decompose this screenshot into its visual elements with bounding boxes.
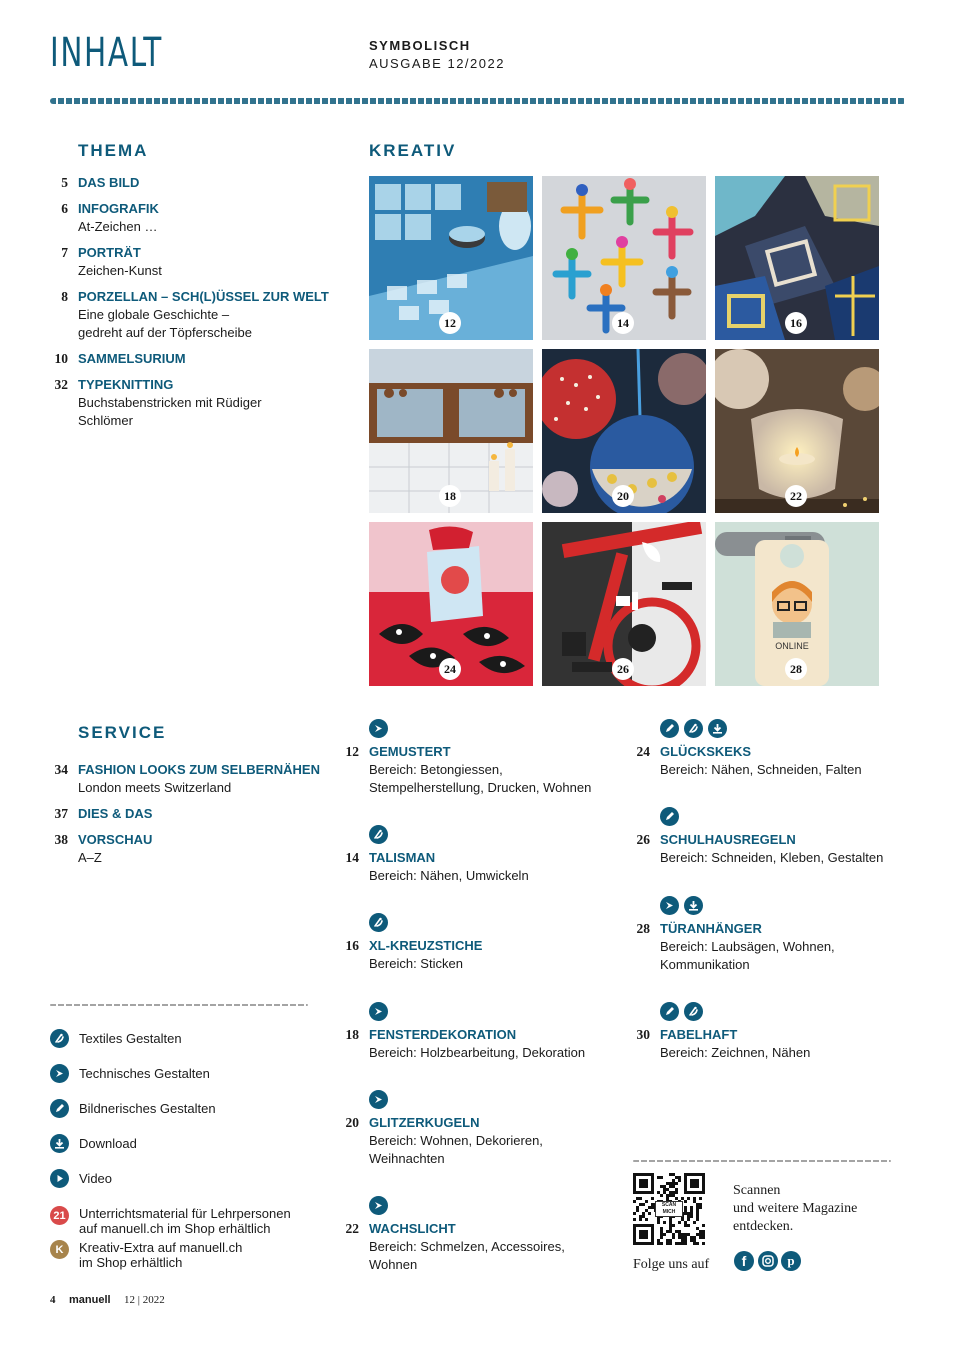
project-title[interactable]: SCHULHAUSREGELN — [660, 832, 796, 847]
project-area: Bereich: Nähen, Umwickeln — [369, 868, 529, 883]
k-badge: K — [50, 1240, 69, 1259]
technisches-icon — [369, 719, 388, 738]
textiles-glyph — [687, 722, 700, 735]
bildnerisches-glyph — [663, 810, 676, 823]
technisches-glyph — [372, 722, 385, 735]
page-number: 10 — [54, 351, 68, 366]
bildnerisches-icon — [660, 1002, 679, 1021]
entry-title[interactable]: DIES & DAS — [78, 806, 153, 821]
legend-label: Video — [79, 1171, 113, 1186]
project-area: Bereich: Nähen, Schneiden, Falten — [660, 762, 862, 777]
page-number: 22 — [345, 1221, 359, 1236]
legend-label: Technisches Gestalten — [79, 1066, 210, 1081]
entry-subtitle: Zeichen-Kunst — [78, 263, 162, 278]
footer-issue: 12 | 2022 — [124, 1294, 165, 1306]
legend-label-line2: auf manuell.ch im Shop erhältlich — [79, 1221, 271, 1236]
page-number: 37 — [54, 806, 68, 821]
page-title: INHALT — [50, 30, 163, 76]
page-number: 6 — [61, 201, 68, 216]
page-number: 20 — [345, 1115, 359, 1130]
legend-label-line2: im Shop erhältlich — [79, 1255, 183, 1270]
project-area: Wohnen — [369, 1257, 418, 1272]
entry-title[interactable]: TYPEKNITTING — [78, 377, 174, 392]
entry-title[interactable]: PORTRÄT — [78, 245, 141, 260]
technisches-icon — [369, 1196, 388, 1215]
legend-label: Textiles Gestalten — [79, 1031, 182, 1046]
video-icon — [50, 1169, 69, 1188]
entry-subtitle: At-Zeichen … — [78, 219, 158, 234]
video-glyph — [53, 1172, 66, 1185]
page-number: 18 — [345, 1027, 359, 1042]
project-title[interactable]: GLITZERKUGELN — [369, 1115, 480, 1130]
textiles-glyph — [372, 828, 385, 841]
project-title[interactable]: FABELHAFT — [660, 1027, 738, 1042]
tile-fensterdekoration[interactable] — [369, 349, 533, 513]
project-area: Bereich: Zeichnen, Nähen — [660, 1045, 811, 1060]
entry-title[interactable]: INFOGRAFIK — [78, 201, 159, 216]
legend-label: Download — [79, 1136, 137, 1151]
tile-xl-kreuzstiche[interactable] — [715, 176, 879, 340]
issue-number: AUSGABE 12/2022 — [369, 56, 505, 71]
page-number: 8 — [61, 289, 68, 304]
project-title[interactable]: TALISMAN — [369, 850, 436, 865]
technisches-glyph — [53, 1067, 66, 1080]
page-number: 14 — [345, 850, 359, 865]
brand-name: manuell — [69, 1294, 111, 1306]
technisches-glyph — [372, 1005, 385, 1018]
qr-text-2: und weitere Magazine — [733, 1201, 858, 1216]
bildnerisches-glyph — [663, 722, 676, 735]
pinterest-icon[interactable]: p — [781, 1251, 801, 1271]
project-title[interactable]: TÜRANHÄNGER — [660, 921, 762, 936]
project-area: Bereich: Betongiessen, — [369, 762, 503, 777]
bildnerisches-icon — [660, 719, 679, 738]
entry-title[interactable]: VORSCHAU — [78, 832, 153, 847]
bildnerisches-glyph — [53, 1102, 66, 1115]
download-glyph — [711, 722, 724, 735]
page-number: 28 — [636, 921, 650, 936]
thema-heading: THEMA — [78, 141, 149, 160]
page-number: 16 — [345, 938, 359, 953]
project-area: Bereich: Laubsägen, Wohnen, — [660, 939, 835, 954]
qr-divider — [633, 1160, 891, 1162]
tile-schulhausregeln[interactable] — [542, 522, 706, 686]
page-badge: 26 — [612, 658, 634, 680]
technisches-glyph — [372, 1199, 385, 1212]
project-area: Bereich: Wohnen, Dekorieren, — [369, 1133, 543, 1148]
textiles-icon — [50, 1029, 69, 1048]
entry-title[interactable]: FASHION LOOKS ZUM SELBERNÄHEN — [78, 762, 320, 777]
qr-scan-label: SCAN MICH — [655, 1201, 683, 1217]
download-glyph — [53, 1137, 66, 1150]
service-heading: SERVICE — [78, 723, 167, 742]
page-number: 30 — [636, 1027, 650, 1042]
download-icon — [708, 719, 727, 738]
bildnerisches-icon — [50, 1099, 69, 1118]
technisches-glyph — [372, 1093, 385, 1106]
page-number: 26 — [636, 832, 650, 847]
project-title[interactable]: FENSTERDEKORATION — [369, 1027, 517, 1042]
textiles-icon — [369, 825, 388, 844]
textiles-icon — [684, 1002, 703, 1021]
tile-talisman[interactable] — [542, 176, 706, 340]
bildnerisches-glyph — [663, 1005, 676, 1018]
page-badge: 14 — [612, 312, 634, 334]
project-area: Kommunikation — [660, 957, 750, 972]
entry-subtitle: Buchstabenstricken mit Rüdiger — [78, 395, 262, 410]
project-title[interactable]: GLÜCKSKEKS — [660, 744, 752, 759]
project-title[interactable]: XL-KREUZSTICHE — [369, 938, 483, 953]
entry-title[interactable]: PORZELLAN – SCH(L)ÜSSEL ZUR WELT — [78, 289, 329, 304]
project-area: Bereich: Holzbearbeitung, Dekoration — [369, 1045, 586, 1060]
legend-label: Unterrichtsmaterial für Lehrpersonen — [79, 1206, 291, 1221]
page-badge: 18 — [439, 485, 461, 507]
legend-divider — [50, 1004, 308, 1006]
issue-kicker: SYMBOLISCH — [369, 38, 471, 53]
entry-subtitle: gedreht auf der Töpferscheibe — [78, 325, 252, 340]
qr-text-1: Scannen — [733, 1183, 781, 1198]
project-title[interactable]: GEMUSTERT — [369, 744, 451, 759]
21-badge: 21 — [50, 1206, 69, 1225]
page-number: 12 — [345, 744, 359, 759]
technisches-glyph — [663, 899, 676, 912]
page-number: 24 — [636, 744, 650, 759]
textiles-glyph — [53, 1032, 66, 1045]
page-number: 34 — [54, 762, 68, 777]
page-badge: 20 — [612, 485, 634, 507]
page-number: 7 — [61, 245, 68, 260]
tile-wachslicht[interactable] — [715, 349, 879, 513]
technisches-icon — [660, 896, 679, 915]
project-area: Bereich: Sticken — [369, 956, 463, 971]
page-number: 5 — [61, 175, 68, 190]
download-icon — [50, 1134, 69, 1153]
legend-label: Bildnerisches Gestalten — [79, 1101, 216, 1116]
entry-subtitle: Schlömer — [78, 413, 133, 428]
textiles-icon — [369, 913, 388, 932]
page-number: 32 — [54, 377, 68, 392]
technisches-icon — [369, 1002, 388, 1021]
page-badge: 28 — [785, 658, 807, 680]
legend-label: Kreativ-Extra auf manuell.ch — [79, 1240, 243, 1255]
entry-title[interactable]: DAS BILD — [78, 175, 140, 190]
instagram-glyph — [762, 1255, 774, 1267]
follow-label: Folge uns auf — [633, 1257, 710, 1272]
page-number: 4 — [50, 1294, 56, 1306]
kreativ-heading: KREATIV — [369, 141, 457, 160]
textiles-glyph — [687, 1005, 700, 1018]
download-icon — [684, 896, 703, 915]
bildnerisches-icon — [660, 807, 679, 826]
qr-code[interactable] — [633, 1173, 705, 1245]
download-glyph — [687, 899, 700, 912]
entry-title[interactable]: SAMMELSURIUM — [78, 351, 186, 366]
header-divider — [50, 98, 906, 104]
page-badge: 16 — [785, 312, 807, 334]
textiles-glyph — [372, 916, 385, 929]
svg-text:ONLINE: ONLINE — [775, 641, 809, 651]
entry-subtitle: A–Z — [78, 850, 102, 865]
textiles-icon — [684, 719, 703, 738]
tile-glueckskeks[interactable] — [369, 522, 533, 686]
instagram-icon[interactable] — [758, 1251, 778, 1271]
project-area: Bereich: Schmelzen, Accessoires, — [369, 1239, 565, 1254]
project-area: Bereich: Schneiden, Kleben, Gestalten — [660, 850, 884, 865]
facebook-icon[interactable]: f — [734, 1251, 754, 1271]
project-area: Weihnachten — [369, 1151, 445, 1166]
project-title[interactable]: WACHSLICHT — [369, 1221, 456, 1236]
technisches-icon — [50, 1064, 69, 1083]
page-badge: 12 — [439, 312, 461, 334]
page-badge: 22 — [785, 485, 807, 507]
page-badge: 24 — [439, 658, 461, 680]
page-number: 38 — [54, 832, 68, 847]
tile-tueranhaenger[interactable] — [715, 522, 879, 686]
entry-subtitle: London meets Switzerland — [78, 780, 232, 795]
technisches-icon — [369, 1090, 388, 1109]
qr-text-3: entdecken. — [733, 1219, 794, 1234]
entry-subtitle: Eine globale Geschichte – — [78, 307, 230, 322]
tile-gemustert[interactable] — [369, 176, 533, 340]
tile-glitzerkugeln[interactable] — [542, 349, 706, 513]
project-area: Stempelherstellung, Drucken, Wohnen — [369, 780, 592, 795]
